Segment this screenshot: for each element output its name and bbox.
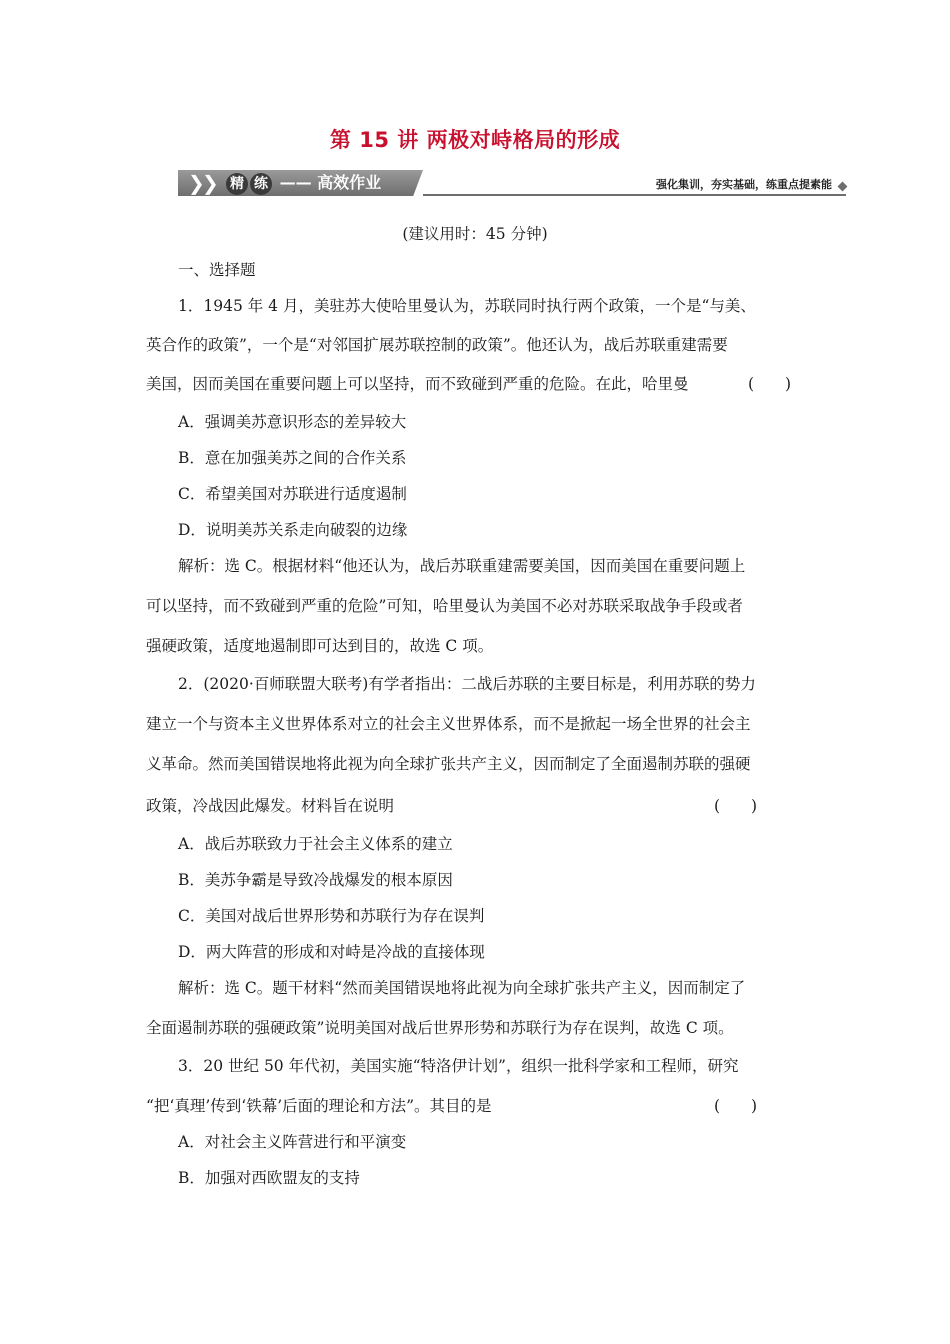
chevron-right-icon: ❯ (202, 171, 219, 195)
section-heading: 一、选择题 (178, 261, 256, 279)
q1-stem-line: 美国，因而美国在重要问题上可以坚持，而不致碰到严重的危险。在此，哈里曼 (146, 375, 689, 393)
q3-option-a: A．对社会主义阵营进行和平演变 (178, 1133, 407, 1151)
q1-option-c: C．希望美国对苏联进行适度遏制 (178, 485, 407, 503)
q1-analysis-line: 解析：选 C。根据材料“他还认为，战后苏联重建需要美国，因而美国在重要问题上 (178, 557, 746, 575)
q1-option-b: B．意在加强美苏之间的合作关系 (178, 449, 407, 467)
banner-circle: 精 (226, 173, 248, 195)
chevron-right-icon: ❯ (188, 171, 205, 195)
q2-stem-line: 建立一个与资本主义世界体系对立的社会主义世界体系，而不是掀起一场全世界的社会主 (146, 715, 751, 733)
q1-stem-line: 英合作的政策”，一个是“对邻国扩展苏联控制的政策”。他还认为，战后苏联重建需要 (146, 336, 728, 354)
q1-option-d: D．说明美苏关系走向破裂的边缘 (178, 521, 408, 539)
q3-stem-line: 3．20 世纪 50 年代初，美国实施“特洛伊计划”，组织一批科学家和工程师，研究 (178, 1057, 739, 1075)
banner-divider (423, 194, 846, 196)
section-banner (178, 168, 846, 198)
diamond-icon (838, 182, 848, 192)
answer-paren: ( ) (748, 375, 792, 393)
q1-analysis-line: 可以坚持，而不致碰到严重的危险”可知，哈里曼认为美国不必对苏联采取战争手段或者 (146, 597, 743, 615)
q1-stem-line: 1．1945 年 4 月，美驻苏大使哈里曼认为，苏联同时执行两个政策，一个是“与美、 (178, 297, 756, 315)
page-title: 第 15 讲 两极对峙格局的形成 (329, 128, 621, 152)
q2-analysis-line: 解析：选 C。题干材料“然而美国错误地将此视为向全球扩张共产主义，因而制定了 (178, 979, 746, 997)
q2-option-d: D．两大阵营的形成和对峙是冷战的直接体现 (178, 943, 485, 961)
q2-stem-line: 义革命。然而美国错误地将此视为向全球扩张共产主义，因而制定了全面遏制苏联的强硬 (146, 755, 751, 773)
q1-option-a: A．强调美苏意识形态的差异较大 (178, 413, 407, 431)
q2-option-c: C．美国对战后世界形势和苏联行为存在误判 (178, 907, 485, 925)
q2-stem-line: 2．(2020·百师联盟大联考)有学者指出：二战后苏联的主要目标是，利用苏联的势力 (178, 675, 756, 693)
q2-analysis-line: 全面遏制苏联的强硬政策”说明美国对战后世界形势和苏联行为存在误判，故选 C 项。 (146, 1019, 734, 1037)
q2-option-b: B．美苏争霸是导致冷战爆发的根本原因 (178, 871, 453, 889)
q1-analysis-line: 强硬政策，适度地遏制即可达到目的，故选 C 项。 (146, 637, 494, 655)
q2-stem-line: 政策，冷战因此爆发。材料旨在说明 (146, 797, 395, 815)
q3-stem-line: “把‘真理’传到‘铁幕’后面的理论和方法”。其目的是 (146, 1097, 492, 1115)
q3-option-b: B．加强对西欧盟友的支持 (178, 1169, 360, 1187)
banner-label (226, 170, 381, 196)
banner-circle: 练 (250, 173, 272, 195)
time-note: (建议用时：45 分钟) (402, 225, 548, 243)
answer-paren: ( ) (714, 797, 758, 815)
q2-option-a: A．战后苏联致力于社会主义体系的建立 (178, 835, 453, 853)
answer-paren: ( ) (714, 1097, 758, 1115)
banner-suffix: —— 高效作业 (279, 173, 382, 192)
banner-slogan: 强化集训，夯实基础，练重点提素能 (656, 178, 832, 191)
